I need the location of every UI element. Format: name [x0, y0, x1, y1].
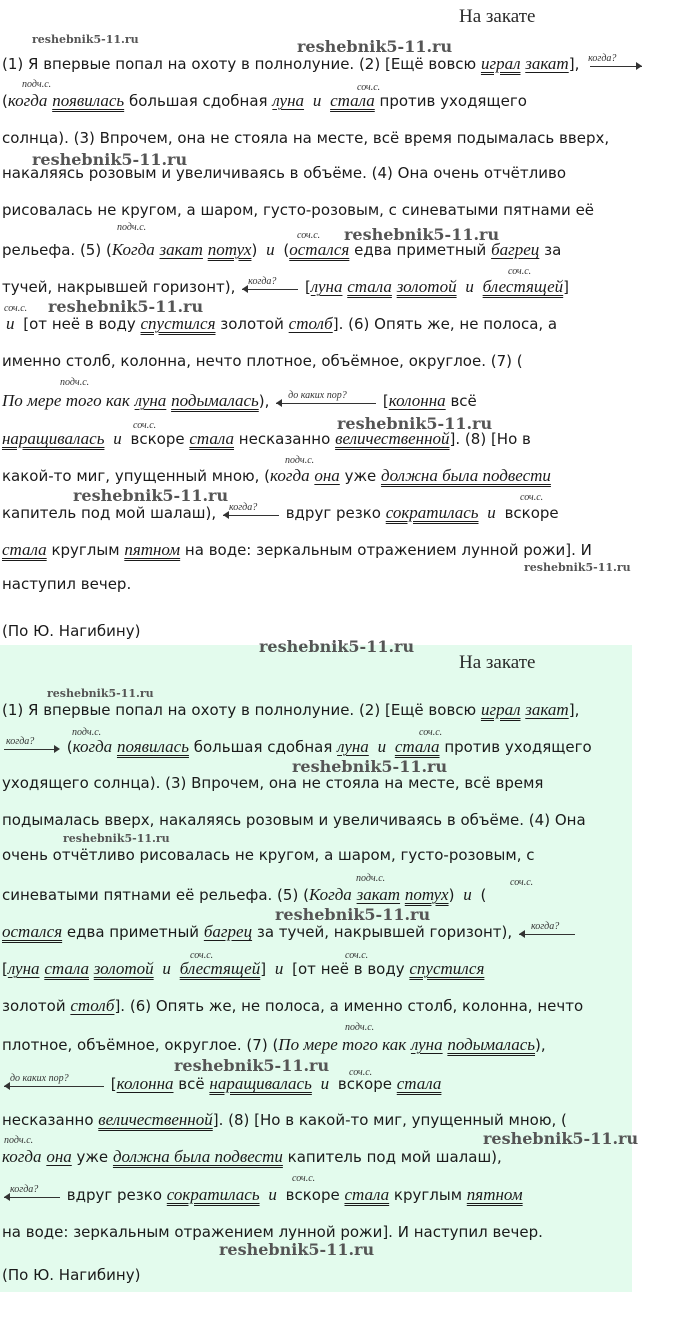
clause-note: соч.с.: [345, 950, 369, 961]
watermark: reshebnik5-11.ru: [344, 225, 500, 244]
watermark: reshebnik5-11.ru: [63, 832, 170, 845]
text-line: (1) Я впервые попал на охоту в полнолуние. (2) [Ещё вовсю играл закат],: [2, 700, 580, 719]
clause-note: подч.с.: [4, 1135, 34, 1146]
watermark: reshebnik5-11.ru: [48, 297, 204, 316]
watermark: reshebnik5-11.ru: [292, 757, 448, 776]
clause-note: соч.с.: [510, 877, 534, 888]
clause-note: соч.с.: [520, 492, 544, 503]
arrow-right-icon: когда?: [586, 59, 642, 71]
text-line: солнца). (3) Впрочем, она не стояла на месте, всё время подымалась вверх,: [2, 129, 610, 147]
watermark: reshebnik5-11.ru: [32, 33, 139, 46]
text-line: и [от неё в воду спустился золотой столб]. (6) Опять же, не полоса, а: [6, 314, 558, 333]
text-line: стала круглым пятном на воде: зеркальным отражением лунной рожи]. И: [2, 540, 592, 559]
text-line: капитель под мой шалаш), когда? вдруг резко сократилась и вскоре: [2, 501, 559, 522]
text-line: наступил вечер.: [2, 575, 132, 593]
text-line: уходящего солнца). (3) Впрочем, она не стояла на месте, всё время: [2, 774, 544, 792]
page-title: На закате: [459, 6, 536, 27]
author-credit: (По Ю. Нагибину): [2, 1266, 141, 1284]
clause-note: подч.с.: [117, 222, 147, 233]
arrow-right-icon: когда?: [4, 742, 60, 754]
text-line: золотой столб]. (6) Опять же, не полоса, а именно столб, колонна, нечто: [2, 996, 584, 1015]
watermark: reshebnik5-11.ru: [259, 637, 415, 656]
text-line: [луна стала золотой и блестящей] и [от неё в воду спустился: [2, 959, 485, 978]
clause-note: подч.с.: [22, 79, 52, 90]
watermark: reshebnik5-11.ru: [337, 414, 493, 433]
clause-note: подч.с.: [345, 1022, 375, 1033]
clause-note: подч.с.: [356, 873, 386, 884]
clause-note: соч.с.: [349, 1067, 373, 1078]
arrow-left-icon: когда?: [519, 927, 575, 939]
text-block-highlighted: [0, 637, 639, 1292]
text-line: на воде: зеркальным отражением лунной рожи]. И наступил вечер.: [2, 1223, 543, 1241]
text-line: подымалась вверх, накаляясь розовым и увеличиваясь в объёме. (4) Она: [2, 811, 586, 829]
clause-note: соч.с.: [133, 420, 157, 431]
text-line: до каких пор? [колонна всё наращивалась и вскоре стала: [2, 1074, 441, 1094]
text-line: рельефа. (5) (Когда закат потух) и (остался едва приметный багрец за: [2, 240, 562, 259]
text-line: какой-то миг, упущенный мною, (когда она уже должна была подвести: [2, 466, 551, 485]
clause-note: соч.с.: [419, 727, 443, 738]
clause-note: соч.с.: [4, 303, 28, 314]
watermark: reshebnik5-11.ru: [297, 37, 453, 56]
arrow-left-icon: когда?: [242, 282, 298, 294]
watermark: reshebnik5-11.ru: [174, 1056, 330, 1075]
text-line: несказанно величественной]. (8) [Но в какой-то миг, упущенный мною, (: [2, 1110, 567, 1129]
clause-note: подч.с.: [60, 377, 90, 388]
watermark: reshebnik5-11.ru: [524, 561, 631, 574]
text-line: когда она уже должна была подвести капитель под мой шалаш),: [2, 1147, 502, 1166]
clause-note: соч.с.: [357, 82, 381, 93]
text-line: накаляясь розовым и увеличиваясь в объёме. (4) Она очень отчётливо: [2, 164, 566, 182]
clause-note: соч.с.: [508, 266, 532, 277]
text-block-original: [0, 0, 680, 645]
watermark: reshebnik5-11.ru: [73, 486, 229, 505]
text-line: когда? (когда появилась большая сдобная луна и стала против уходящего: [6, 735, 592, 756]
text-line: именно столб, колонна, нечто плотное, объёмное, округлое. (7) (: [2, 352, 523, 370]
text-line: наращивалась и вскоре стала несказанно величественной]. (8) [Но в: [2, 429, 531, 448]
clause-note: подч.с.: [285, 455, 315, 466]
clause-note: соч.с.: [292, 1173, 316, 1184]
watermark: reshebnik5-11.ru: [47, 687, 154, 700]
arrow-left-icon: до каких пор?: [276, 396, 376, 408]
text-line: По мере того как луна подымалась), до каких пор? [колонна всё: [2, 389, 477, 410]
text-line: рисовалась не кругом, а шаром, густо-розовым, с синеватыми пятнами её: [2, 201, 595, 219]
clause-note: соч.с.: [297, 230, 321, 241]
text-line: остался едва приметный багрец за тучей, накрывшей горизонт), когда?: [2, 922, 577, 942]
text-line: (когда появилась большая сдобная луна и стала против уходящего: [2, 91, 527, 110]
clause-note: подч.с.: [72, 727, 102, 738]
clause-note: соч.с.: [190, 950, 214, 961]
text-line: (1) Я впервые попал на охоту в полнолуние. (2) [Ещё вовсю играл закат], когда?: [2, 54, 644, 74]
text-line: синеватыми пятнами её рельефа. (5) (Когда закат потух) и (: [2, 885, 487, 904]
page-title: На закате: [459, 652, 536, 673]
text-line: очень отчётливо рисовалась не кругом, а шаром, густо-розовым, с: [2, 846, 535, 864]
author-credit: (По Ю. Нагибину): [2, 622, 141, 640]
watermark: reshebnik5-11.ru: [32, 150, 188, 169]
text-line: тучей, накрывшей горизонт), когда? [луна стала золотой и блестящей]: [2, 275, 570, 296]
arrow-left-icon: до каких пор?: [4, 1079, 104, 1091]
text-line: когда? вдруг резко сократилась и вскоре стала круглым пятном: [2, 1185, 523, 1205]
watermark: reshebnik5-11.ru: [219, 1240, 375, 1259]
watermark: reshebnik5-11.ru: [483, 1129, 639, 1148]
watermark: reshebnik5-11.ru: [275, 905, 431, 924]
arrow-left-icon: когда?: [223, 508, 279, 520]
arrow-left-icon: когда?: [4, 1190, 60, 1202]
text-line: плотное, объёмное, округлое. (7) (По мере того как луна подымалась),: [2, 1035, 546, 1054]
